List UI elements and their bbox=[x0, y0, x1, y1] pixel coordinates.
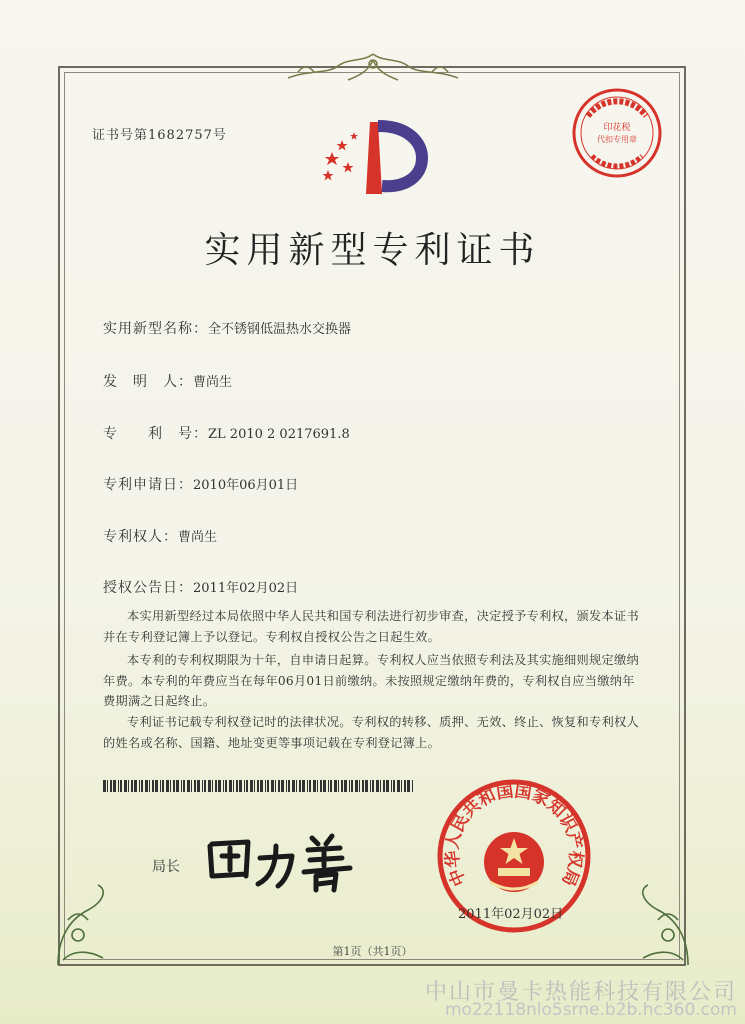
top-ornament-icon bbox=[268, 50, 478, 86]
field-value: 曹尚生 bbox=[193, 375, 233, 390]
watermark-company: 中山市曼卡热能科技有限公司 bbox=[424, 980, 737, 1005]
barcode-icon bbox=[103, 780, 415, 792]
seal-arc-text: 中华人民共和国国家知识产权局 bbox=[442, 781, 586, 889]
svg-text:印花税: 印花税 bbox=[603, 123, 631, 133]
svg-text:代扣专用章: 代扣专用章 bbox=[597, 135, 637, 144]
field-label: 授权公告日： bbox=[103, 580, 193, 596]
field-patentee bbox=[103, 526, 217, 546]
director-signature-icon bbox=[200, 826, 370, 896]
field-label: 发 明 人： bbox=[103, 374, 193, 390]
field-label: 专 利 号： bbox=[103, 426, 208, 442]
field-grant-date bbox=[103, 577, 298, 597]
certificate-number: 证书号第1682757号 bbox=[92, 128, 227, 143]
paragraph-term: 本专利的专利权期限为十年，自申请日起算。专利权人应当依照专利法及其实施细则规定缴纳年费。本专利的年费应当在每年06月01日前缴纳。未按照规定缴纳年费的，专利权自应当缴纳年费期满之日起终止。 bbox=[103, 653, 639, 708]
field-inventor bbox=[103, 371, 232, 391]
field-value: 2010年06月01日 bbox=[193, 478, 299, 493]
field-label: 专利权人： bbox=[103, 529, 178, 545]
certificate-title: 实用新型专利证书 bbox=[204, 230, 541, 271]
field-value: 2011年02月02日 bbox=[193, 581, 299, 596]
tax-stamp-seal-icon bbox=[570, 86, 664, 180]
director-label: 局长 bbox=[152, 859, 180, 875]
field-label: 专利申请日： bbox=[103, 477, 193, 493]
seal-date: 2011年02月02日 bbox=[458, 907, 564, 922]
page-number: 第1页（共1页） bbox=[332, 945, 413, 958]
field-value: 曹尚生 bbox=[178, 530, 218, 545]
field-label: 实用新型名称： bbox=[103, 321, 208, 337]
patent-office-logo-icon bbox=[318, 118, 428, 198]
field-application-date bbox=[103, 474, 298, 494]
paragraph-grant: 本实用新型经过本局依照中华人民共和国专利法进行初步审查，决定授予专利权，颁发本证书并在专利登记簿上予以登记。专利权自授权公告之日起生效。 bbox=[103, 609, 639, 644]
field-patent-number bbox=[103, 423, 350, 443]
paragraph-legal-status: 专利证书记载专利权登记时的法律状况。专利权的转移、质押、无效、终止、恢复和专利权人的姓名或名称、国籍、地址变更等事项记载在专利登记簿上。 bbox=[103, 715, 639, 750]
watermark-url: mo22118nlo5srne.b2b.hc360.com bbox=[444, 1000, 737, 1020]
field-utility-model-name bbox=[103, 318, 351, 338]
field-value: ZL 2010 2 0217691.8 bbox=[208, 427, 350, 442]
field-value: 全不锈钢低温热水交换器 bbox=[208, 322, 352, 337]
